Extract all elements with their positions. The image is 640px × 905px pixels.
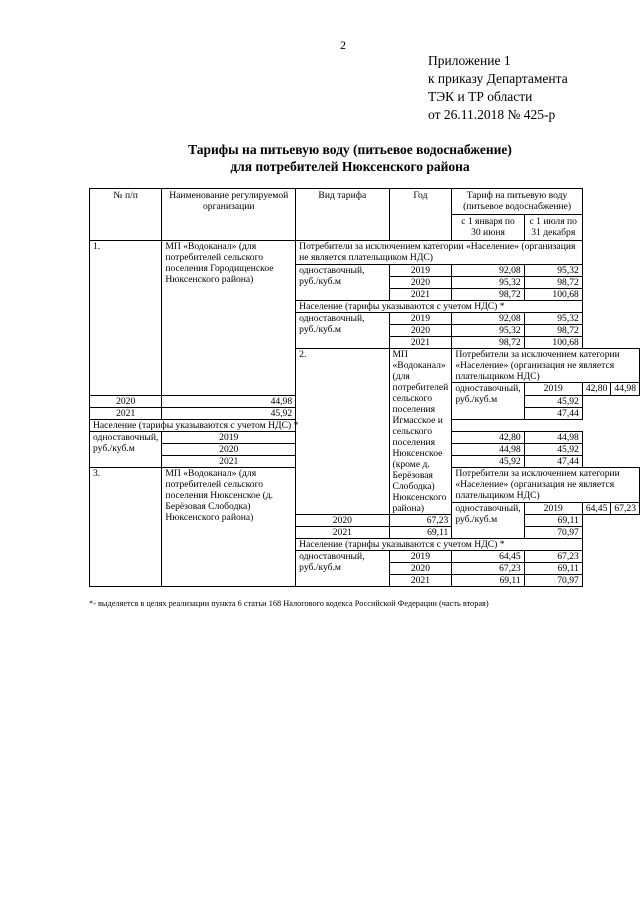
tariff-h1-value: 64,45 (582, 502, 611, 515)
tariff-h1-value: 92,08 (452, 313, 524, 325)
tariff-h2-value: 47,44 (524, 407, 582, 419)
header-num: № п/п (90, 189, 162, 241)
consumer-category: Население (тарифы указываются с учетом НДС) * (296, 301, 583, 313)
tariff-h2-value: 95,32 (524, 313, 582, 325)
tariff-h1-value: 42,80 (452, 431, 524, 444)
year-cell: 2019 (524, 502, 582, 515)
header-tariff: Тариф на питьевую воду (питьевое водоснабжение) (452, 189, 583, 215)
tariff-h2-value: 45,92 (524, 444, 582, 456)
tariff-h2-value: 67,23 (524, 551, 582, 563)
tariff-type: одноставочный, руб./куб.м (296, 551, 389, 587)
tariff-h1-value: 45,92 (452, 456, 524, 468)
tariff-h2-value: 67,23 (611, 502, 640, 515)
appendix-line: от 26.11.2018 № 425-р (428, 107, 556, 122)
tariff-h2-value: 95,32 (524, 265, 582, 277)
appendix-line: ТЭК и ТР области (428, 89, 533, 104)
year-cell: 2019 (389, 551, 452, 563)
row-number: 1. (90, 241, 162, 396)
year-cell: 2021 (389, 575, 452, 587)
tariff-h1-value: 95,32 (452, 277, 524, 289)
tariff-h2-value: 70,97 (524, 575, 582, 587)
tariff-h1-value: 44,98 (162, 395, 296, 407)
year-cell: 2021 (389, 337, 452, 349)
header-row (90, 189, 640, 215)
organization-name: МП «Водоканал» (для потребителей сельского поселения Нюксенское (д. Берёзовая Слободка) Нюксенского района) (162, 468, 296, 587)
tariff-h2-value: 98,72 (524, 277, 582, 289)
tariff-type: одноставочный, руб./куб.м (452, 383, 524, 420)
year-cell: 2020 (389, 563, 452, 575)
tariff-h2-value: 47,44 (524, 456, 582, 468)
year-cell: 2020 (296, 515, 389, 527)
header-org: Наименование регулируемой организации (162, 189, 296, 241)
year-cell: 2021 (90, 407, 162, 419)
year-cell: 2019 (524, 383, 582, 396)
tariff-h2-value: 98,72 (524, 325, 582, 337)
tariff-h1-value: 45,92 (162, 407, 296, 419)
year-cell: 2019 (389, 313, 452, 325)
footnote: *- выделяется в целях реализации пункта 6 статьи 168 Налогового кодекса Российской Федерации (часть вторая) (89, 599, 489, 608)
tariff-h1-value: 67,23 (389, 515, 452, 527)
tariff-h1-value: 69,11 (389, 527, 452, 539)
tariff-h2-value: 70,97 (524, 527, 582, 539)
consumer-category: Население (тарифы указываются с учетом НДС) * (90, 419, 452, 431)
header-period-2: с 1 июля по 31 декабря (524, 215, 582, 241)
tariff-h1-value: 98,72 (452, 289, 524, 301)
organization-name: МП «Водоканал» (для потребителей сельского поселения Игмасское и сельского поселения Нюксенское (кроме д. Берёзовая Слободка) Нюксенского района) (389, 349, 452, 515)
tariff-h1-value: 95,32 (452, 325, 524, 337)
tariff-type: одноставочный, руб./куб.м (296, 313, 389, 349)
tariff-h1-value: 69,11 (452, 575, 524, 587)
page-number: 2 (340, 38, 346, 52)
category-row (90, 419, 640, 431)
year-cell: 2020 (389, 325, 452, 337)
tariff-h1-value: 44,98 (452, 444, 524, 456)
tariff-h2-value: 69,11 (524, 515, 582, 527)
title-line: для потребителей Нюксенского района (230, 159, 470, 174)
tariff-h1-value: 42,80 (582, 383, 611, 396)
tariff-h1-value: 64,45 (452, 551, 524, 563)
year-cell: 2020 (162, 444, 296, 456)
header-period-1: с 1 января по 30 июня (452, 215, 524, 241)
document-title (0, 141, 640, 175)
tariff-table (89, 188, 640, 587)
year-cell: 2021 (296, 527, 389, 539)
row-number: 2. (296, 349, 389, 515)
tariff-h2-value: 69,11 (524, 563, 582, 575)
tariff-h1-value: 67,23 (452, 563, 524, 575)
tariff-type: одноставочный, руб./куб.м (452, 502, 524, 539)
tariff-type: одноставочный, руб./куб.м (90, 431, 162, 468)
year-cell: 2019 (389, 265, 452, 277)
year-cell: 2020 (90, 395, 162, 407)
year-cell: 2021 (389, 289, 452, 301)
consumer-category: Потребители за исключением категории «Население» (организация не является плательщиком НДС) (452, 349, 640, 383)
consumer-category: Потребители за исключением категории «Население» (организация не является плательщиком НДС) (296, 241, 583, 265)
appendix-line: к приказу Департамента (428, 71, 568, 86)
year-cell: 2020 (389, 277, 452, 289)
year-cell: 2021 (162, 456, 296, 468)
year-cell: 2019 (162, 431, 296, 444)
row-number: 3. (90, 468, 162, 587)
category-row (90, 241, 640, 265)
header-year: Год (389, 189, 452, 241)
consumer-category: Население (тарифы указываются с учетом НДС) * (296, 539, 583, 551)
tariff-h1-value: 92,08 (452, 265, 524, 277)
appendix-line: Приложение 1 (428, 53, 511, 68)
organization-name: МП «Водоканал» (для потребителей сельского поселения Городищенское Нюксенского района) (162, 241, 296, 396)
tariff-h2-value: 100,68 (524, 337, 582, 349)
consumer-category: Потребители за исключением категории «Население» (организация не является плательщиком НДС) (452, 468, 640, 503)
title-line: Тарифы на питьевую воду (питьевое водоснабжение) (188, 142, 512, 157)
appendix-block (428, 52, 568, 124)
tariff-h2-value: 100,68 (524, 289, 582, 301)
tariff-h2-value: 44,98 (524, 431, 582, 444)
tariff-type: одноставочный, руб./куб.м (296, 265, 389, 301)
tariff-h2-value: 45,92 (524, 395, 582, 407)
tariff-h2-value: 44,98 (611, 383, 640, 396)
header-type: Вид тарифа (296, 189, 389, 241)
tariff-h1-value: 98,72 (452, 337, 524, 349)
